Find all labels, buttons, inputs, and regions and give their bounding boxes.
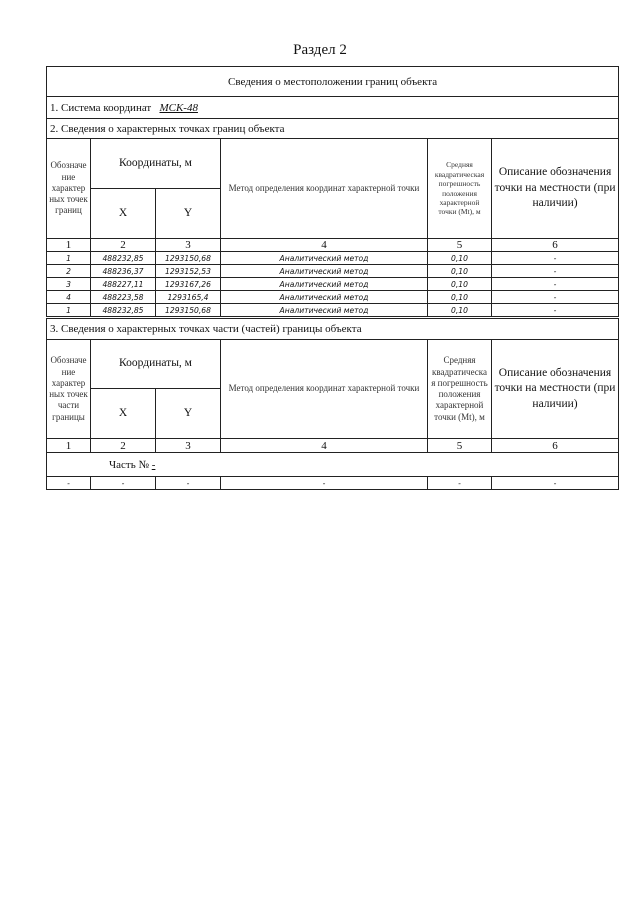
coord-system-label: 1. Система координат — [50, 101, 152, 114]
x-cell: 488236,37 — [91, 265, 156, 278]
y-cell: 1293152,53 — [156, 265, 221, 278]
table-row — [47, 265, 619, 278]
col-number: 5 — [428, 439, 492, 453]
page-title: Раздел 2 — [293, 42, 347, 58]
table-row — [47, 252, 619, 265]
col-method: Метод определения координат характерной точки — [221, 340, 428, 439]
accuracy-cell: 0,10 — [428, 291, 492, 304]
part-row — [47, 453, 619, 477]
col-x: X — [91, 189, 156, 239]
point-cell: 2 — [47, 265, 91, 278]
desc-cell: - — [492, 252, 619, 265]
y-cell: 1293165,4 — [156, 291, 221, 304]
desc-cell: - — [492, 304, 619, 317]
point-cell: 1 — [47, 304, 91, 317]
coord-system-row — [47, 97, 619, 119]
col-method: Метод определения координат характерной точки — [221, 139, 428, 239]
accuracy-cell: 0,10 — [428, 304, 492, 317]
table-row — [47, 291, 619, 304]
boundaries-table — [46, 66, 619, 317]
col-number: 4 — [221, 239, 428, 252]
part-value: - — [151, 458, 156, 471]
col-number: 1 — [47, 239, 91, 252]
coord-system-value: МСК-48 — [159, 101, 198, 114]
desc-cell: - — [492, 265, 619, 278]
col-designation: Обозначе ние характер ных точек части границы — [47, 340, 91, 439]
col-description: Описание обозначения точки на местности (при наличии) — [492, 139, 619, 239]
empty-cell: - — [156, 477, 221, 490]
x-cell: 488232,85 — [91, 304, 156, 317]
method-cell: Аналитический метод — [221, 252, 428, 265]
col-number: 3 — [156, 239, 221, 252]
col-accuracy: Средняя квадратическая погрешность положения характерной точки (Mt), м — [428, 139, 492, 239]
point-cell: 4 — [47, 291, 91, 304]
col-number: 2 — [91, 439, 156, 453]
col-y: Y — [156, 389, 221, 439]
part-label: Часть № — [109, 458, 149, 471]
table-row — [47, 278, 619, 291]
x-cell: 488223,58 — [91, 291, 156, 304]
empty-cell: - — [492, 477, 619, 490]
col-x: X — [91, 389, 156, 439]
col-number: 4 — [221, 439, 428, 453]
method-cell: Аналитический метод — [221, 304, 428, 317]
point-cell: 1 — [47, 252, 91, 265]
col-y: Y — [156, 189, 221, 239]
y-cell: 1293167,26 — [156, 278, 221, 291]
col-number: 5 — [428, 239, 492, 252]
desc-cell: - — [492, 278, 619, 291]
empty-cell: - — [221, 477, 428, 490]
desc-cell: - — [492, 291, 619, 304]
table-row — [47, 304, 619, 317]
col-number: 6 — [492, 439, 619, 453]
col-number: 6 — [492, 239, 619, 252]
section3-title: 3. Сведения о характерных точках части (частей) границы объекта — [47, 319, 619, 340]
empty-cell: - — [47, 477, 91, 490]
table-header: Сведения о местоположении границ объекта — [47, 67, 619, 97]
col-number: 3 — [156, 439, 221, 453]
empty-cell: - — [428, 477, 492, 490]
empty-cell: - — [91, 477, 156, 490]
accuracy-cell: 0,10 — [428, 252, 492, 265]
col-designation: Обозначе ние характер ных точек границ — [47, 139, 91, 239]
accuracy-cell: 0,10 — [428, 278, 492, 291]
section2-title: 2. Сведения о характерных точках границ объекта — [47, 119, 619, 139]
col-accuracy: Средняя квадратическа я погрешность положения характерной точки (Mt), м — [428, 340, 492, 439]
method-cell: Аналитический метод — [221, 265, 428, 278]
x-cell: 488232,85 — [91, 252, 156, 265]
y-cell: 1293150,68 — [156, 252, 221, 265]
col-number: 1 — [47, 439, 91, 453]
parts-table — [46, 318, 619, 490]
point-cell: 3 — [47, 278, 91, 291]
method-cell: Аналитический метод — [221, 291, 428, 304]
method-cell: Аналитический метод — [221, 278, 428, 291]
y-cell: 1293150,68 — [156, 304, 221, 317]
col-description: Описание обозначения точки на местности (при наличии) — [492, 340, 619, 439]
accuracy-cell: 0,10 — [428, 265, 492, 278]
col-number: 2 — [91, 239, 156, 252]
col-coords: Координаты, м — [91, 340, 221, 389]
table-row — [47, 477, 619, 490]
col-coords: Координаты, м — [91, 139, 221, 189]
x-cell: 488227,11 — [91, 278, 156, 291]
